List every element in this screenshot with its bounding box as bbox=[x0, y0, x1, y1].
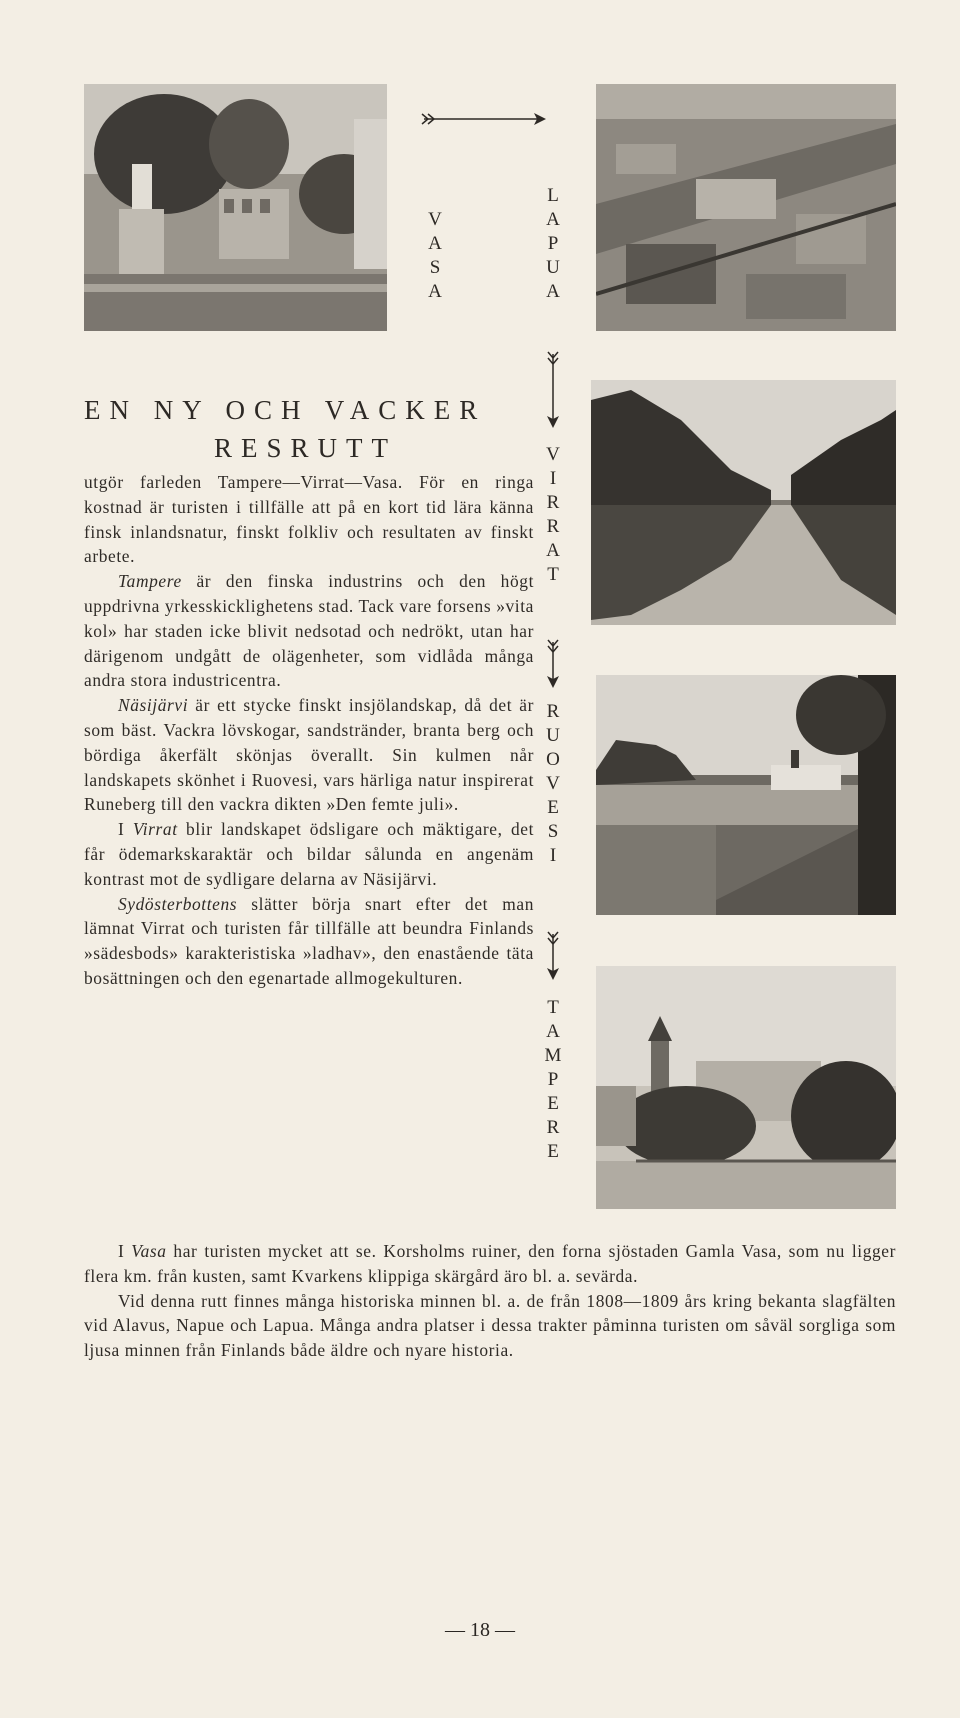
heading-line-1: EN NY OCH VACKER bbox=[84, 395, 487, 425]
paragraph-text: är den finska industrins och den högt uppdrivna yrkesskicklighetens stad. Tack vare forsens »vita kol» har staden icke blivit nedsotad och nedrökt, utan har därigenom undgått de olägenheter, som vidlåda många andra stora industricentra. bbox=[84, 571, 534, 691]
route-letter: A bbox=[546, 1021, 560, 1042]
route-letter: E bbox=[547, 1093, 559, 1114]
route-letter: R bbox=[546, 701, 560, 722]
paragraph: utgör farleden Tampere—Virrat—Vasa. För en ringa kostnad är turisten i tillfälle att på en kort tid lära känna finsk inlandsnatur, finskt folkliv och resultaten av finskt arbete. bbox=[84, 472, 534, 567]
tampere-church-photo bbox=[596, 966, 896, 1209]
arrow-down-icon bbox=[544, 930, 562, 982]
route-letter: S bbox=[429, 257, 441, 278]
heading-line-2: RESRUTT bbox=[214, 433, 398, 463]
route-letter: A bbox=[546, 209, 560, 230]
route-letter: P bbox=[547, 1069, 559, 1090]
paragraph-text: I bbox=[118, 1241, 132, 1261]
route-letter: E bbox=[547, 797, 559, 818]
vasa-route-label bbox=[415, 208, 455, 304]
page-heading bbox=[84, 391, 554, 467]
paragraph-text: har turisten mycket att se. Korsholms ruiner, den forna sjöstaden Gamla Vasa, som nu ligger flera km. från kusten, samt Kvarkens klippiga skärgård äro bl. a. sevärda. bbox=[84, 1241, 896, 1286]
lapua-route-label bbox=[533, 184, 573, 304]
route-letter: A bbox=[428, 233, 442, 254]
paragraph-text: blir landskapet ödsligare och mäktigare, det får ödemarkskaraktär och bildar sålunda en angenäm kontrast mot de sydligare delarna av Näsijärvi. bbox=[84, 819, 534, 889]
arrow-right-icon bbox=[420, 110, 548, 128]
place-name: Virrat bbox=[132, 819, 178, 840]
paragraph-text: är ett stycke finskt insjölandskap, då det är som bäst. Vackra lövskogar, sandstränder, branta berg och bördiga åkerfält skönjas överallt. Sin kulmen når landskapets skönhet i Ruovesi, vars härliga natur inspirerat Runeberg till den vackra dikten »Den femte juli». bbox=[84, 695, 534, 815]
place-name: Tampere bbox=[118, 571, 182, 592]
route-letter: R bbox=[546, 1117, 560, 1138]
paragraph bbox=[84, 569, 534, 693]
route-letter: V bbox=[546, 444, 560, 465]
route-letter: U bbox=[546, 725, 560, 746]
route-letter: S bbox=[547, 821, 559, 842]
route-letter: A bbox=[428, 281, 442, 302]
route-letter: M bbox=[544, 1045, 562, 1066]
route-letter: L bbox=[547, 185, 559, 206]
place-name: Näsijärvi bbox=[118, 695, 189, 716]
route-letter: T bbox=[547, 997, 559, 1018]
tampere-route-label bbox=[533, 996, 573, 1164]
route-letter: T bbox=[547, 564, 559, 585]
place-name: Vasa bbox=[131, 1241, 167, 1261]
route-letter: O bbox=[546, 749, 560, 770]
tampere-statue-photo bbox=[84, 84, 387, 331]
ruovesi-steamboat-photo bbox=[596, 675, 896, 915]
route-letter: I bbox=[549, 468, 557, 489]
route-letter: P bbox=[547, 233, 559, 254]
ruovesi-route-label bbox=[533, 700, 573, 868]
route-letter: U bbox=[546, 257, 560, 278]
route-letter: E bbox=[547, 1141, 559, 1162]
route-letter: V bbox=[428, 209, 442, 230]
route-letter: I bbox=[549, 845, 557, 866]
full-width-text bbox=[84, 1239, 896, 1363]
paragraph bbox=[84, 693, 534, 817]
arrow-down-icon bbox=[544, 638, 562, 690]
paragraph bbox=[84, 1239, 896, 1289]
paragraph bbox=[84, 892, 534, 991]
paragraph-text: slätter börja snart efter det man lämnat Virrat och turisten får tillfälle att beundra Finlands »sädesbods» karakteristiska »ladhav», den enastående täta bosättningen och den egenartade allmogekulturen. bbox=[84, 893, 534, 988]
route-letter: R bbox=[546, 516, 560, 537]
route-letter: A bbox=[546, 281, 560, 302]
route-letter: A bbox=[546, 540, 560, 561]
lapua-aerial-photo bbox=[596, 84, 896, 331]
paragraph bbox=[84, 817, 534, 891]
page-number: — 18 — bbox=[445, 1619, 515, 1641]
left-column-text bbox=[84, 470, 534, 991]
place-name: Sydösterbottens bbox=[118, 893, 238, 914]
route-letter: R bbox=[546, 492, 560, 513]
route-letter: V bbox=[546, 773, 560, 794]
paragraph: Vid denna rutt finnes många historiska minnen bl. a. de från 1808—1809 års kring bekanta slagfälten vid Alavus, Napue och Lapua. Många andra platser i dessa trakter påminna turisten om såväl sorgliga som ljusa minnen från Finlands både äldre och nyare historia. bbox=[84, 1290, 896, 1361]
virrat-lake-photo bbox=[591, 380, 896, 625]
paragraph-text: I bbox=[118, 819, 133, 840]
